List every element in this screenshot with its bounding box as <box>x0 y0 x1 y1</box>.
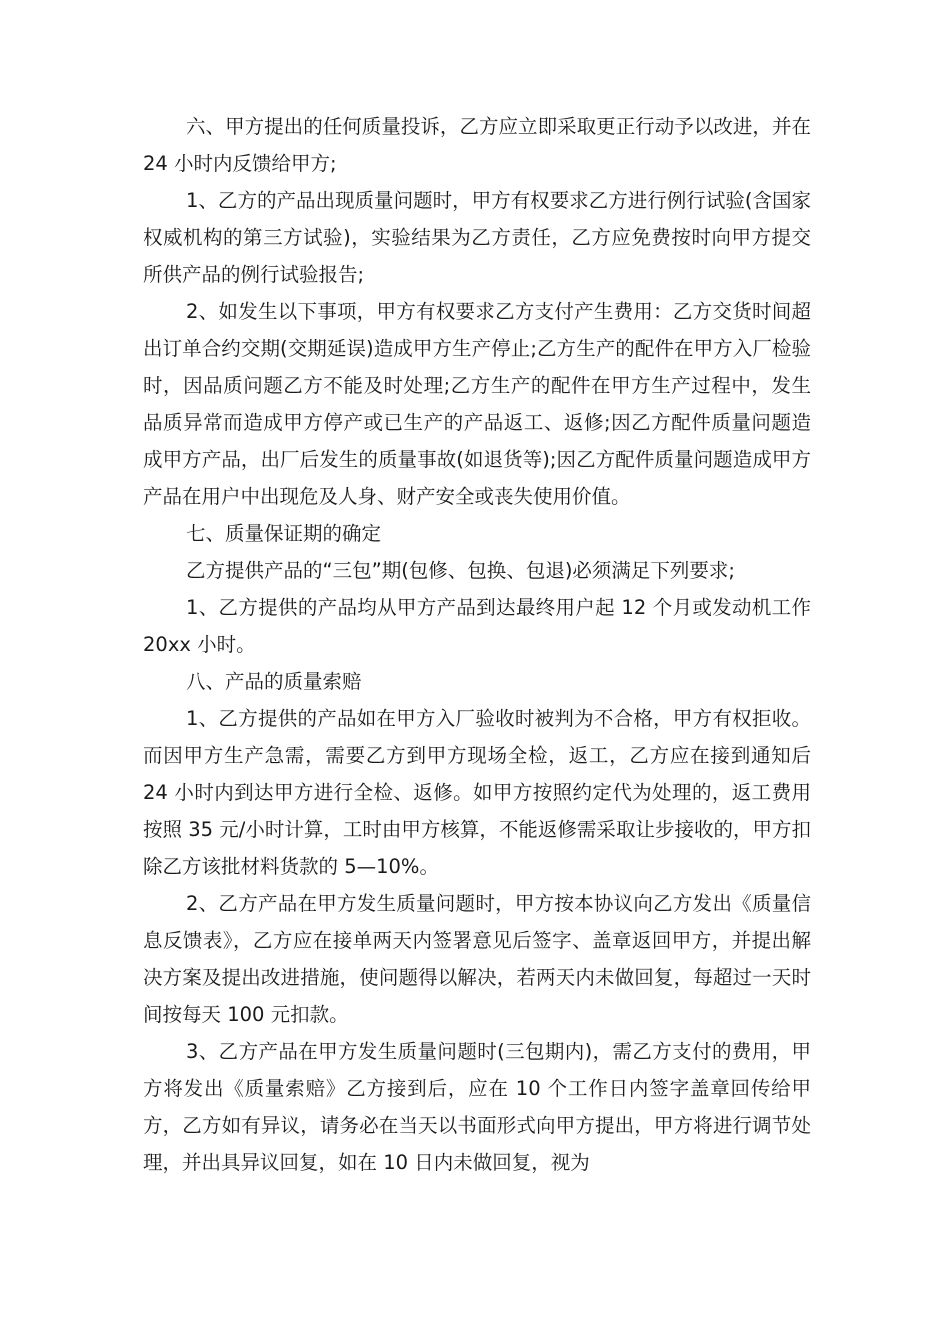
paragraph-section-six: 六、甲方提出的任何质量投诉，乙方应立即采取更正行动予以改进，并在 24 小时内反馈给甲方; <box>143 115 811 175</box>
paragraph-item-2-feedback-form: 2、乙方产品在甲方发生质量问题时，甲方按本协议向乙方发出《质量信息反馈表》，乙方应在接单两天内签署意见后签字、盖章返回甲方，并提出解决方案及提出改进措施，使问题得以解决，若两天内未做回复，每超过一天时间按每天 100 元扣款。 <box>143 892 811 1026</box>
paragraph-item-3-claims: 3、乙方产品在甲方发生质量问题时(三包期内)，需乙方支付的费用，甲方将发出《质量索赔》乙方接到后，应在 10 个工作日内签字盖章回传给甲方，乙方如有异议，请务必在当天以书面形式向甲方提出，甲方将进行调节处理，并出具异议回复，如在 10 日内未做回复，视为 <box>143 1040 811 1174</box>
heading-section-seven: 七、质量保证期的确定 <box>186 522 382 545</box>
document-page <box>143 108 811 1181</box>
paragraph-warranty-requirements: 乙方提供产品的“三包”期(包修、包换、包退)必须满足下列要求; <box>186 559 735 582</box>
heading-section-eight: 八、产品的质量索赔 <box>186 670 362 693</box>
paragraph-item-2-costs: 2、如发生以下事项，甲方有权要求乙方支付产生费用：乙方交货时间超出订单合约交期(交期延误)造成甲方生产停止;乙方生产的配件在甲方入厂检验时，因品质问题乙方不能及时处理;乙方生产的配件在甲方生产过程中，发生品质异常而造成甲方停产或已生产的产品返工、返修;因乙方配件质量问题造成甲方产品，出厂后发生的质量事故(如退货等);因乙方配件质量问题造成甲方产品在用户中出现危及人身、财产安全或丧失使用价值。 <box>143 300 811 508</box>
paragraph-item-1-warranty-period: 1、乙方提供的产品均从甲方产品到达最终用户起 12 个月或发动机工作 20xx 小时。 <box>143 596 811 656</box>
paragraph-item-1-rejection: 1、乙方提供的产品如在甲方入厂验收时被判为不合格，甲方有权拒收。而因甲方生产急需，需要乙方到甲方现场全检，返工，乙方应在接到通知后 24 小时内到达甲方进行全检、返修。如甲方按照约定代为处理的，返工费用按照 35 元/小时计算，工时由甲方核算，不能返修需采取让步接收的，甲方扣除乙方该批材料货款的 5—10%。 <box>143 707 811 878</box>
paragraph-item-1-routine-test: 1、乙方的产品出现质量问题时，甲方有权要求乙方进行例行试验(含国家权威机构的第三方试验)，实验结果为乙方责任，乙方应免费按时向甲方提交所供产品的例行试验报告; <box>143 189 811 286</box>
